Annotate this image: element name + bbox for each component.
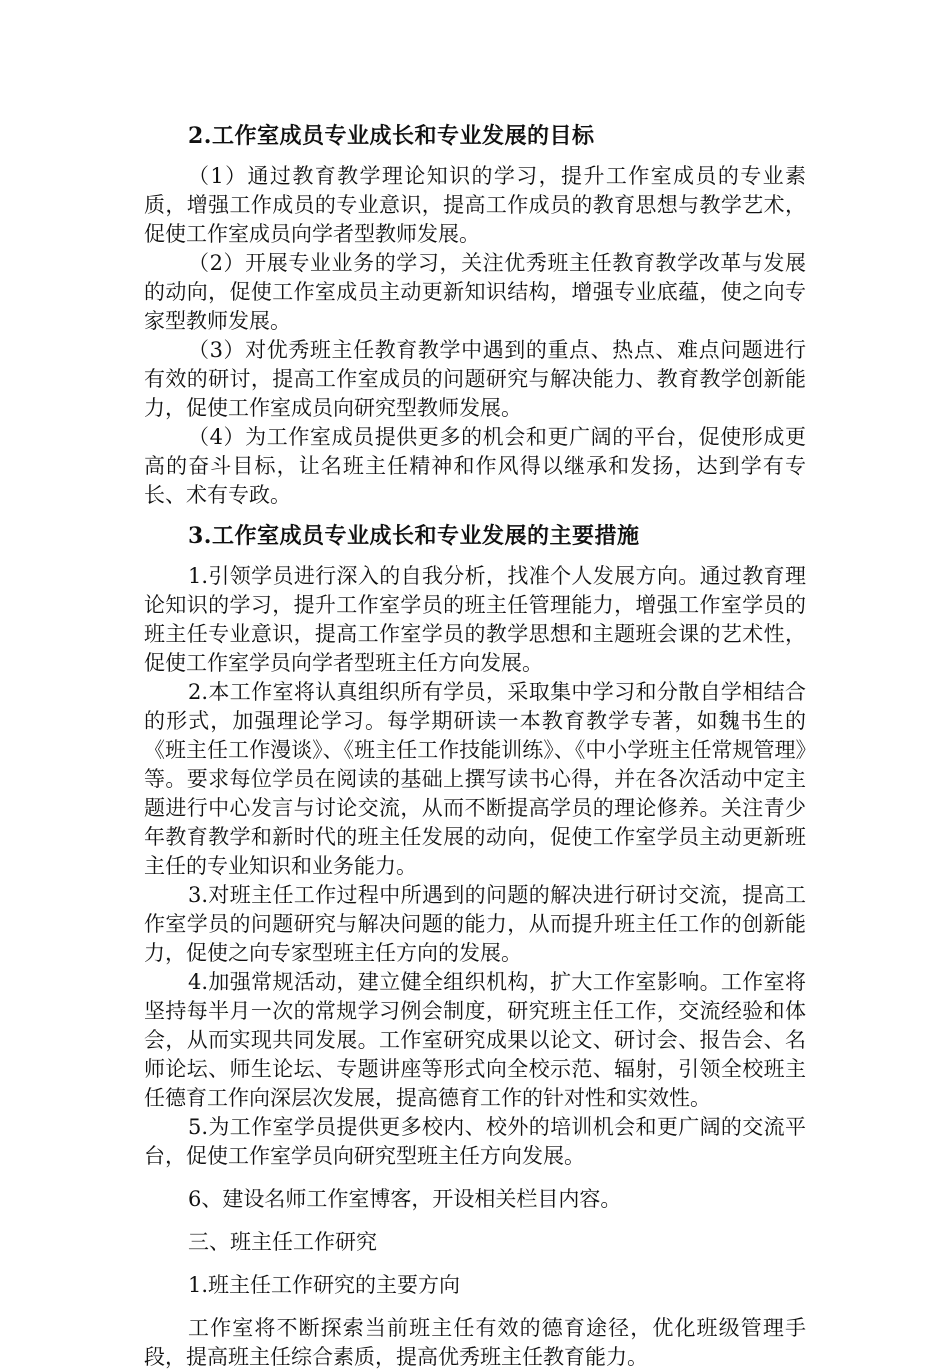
measure-item-6: 6、建设名师工作室博客，开设相关栏目内容。 bbox=[188, 1187, 622, 1211]
direction-text: 工作室将不断探索当前班主任有效的德育途径，优化班级管理手段，提高班主任综合素质，提高优秀班主任教育能力。 bbox=[144, 1316, 806, 1369]
measure-item-3: 3.对班主任工作过程中所遇到的问题的解决进行研讨交流，提高工作室学员的问题研究与解决问题的能力，从而提升班主任工作的创新能力，促使之向专家型班主任方向的发展。 bbox=[144, 883, 806, 965]
goal-item-2: （2）开展专业业务的学习，关注优秀班主任教育教学改革与发展的动向，促使工作室成员主动更新知识结构，增强专业底蕴，使之向专家型教师发展。 bbox=[144, 251, 806, 333]
part-heading-research: 三、班主任工作研究 bbox=[188, 1230, 377, 1254]
measure-item-4: 4.加强常规活动，建立健全组织机构，扩大工作室影响。工作室将坚持每半月一次的常规学习例会制度，研究班主任工作，交流经验和体会，从而实现共同发展。工作室研究成果以论文、研讨会、报告会、名师论坛、师生论坛、专题讲座等形式向全校示范、辐射，引领全校班主任德育工作向深层次发展，提高德育工作的针对性和实效性。 bbox=[144, 970, 806, 1110]
measure-item-1: 1.引领学员进行深入的自我分析，找准个人发展方向。通过教育理论知识的学习，提升工作室学员的班主任管理能力，增强工作室学员的班主任专业意识，提高工作室学员的教学思想和主题班会课的艺术性，促使工作室学员向学者型班主任方向发展。 bbox=[144, 564, 806, 675]
goal-item-3: （3）对优秀班主任教育教学中遇到的重点、热点、难点问题进行有效的研讨，提高工作室成员的问题研究与解决能力、教育教学创新能力，促使工作室成员向研究型教师发展。 bbox=[144, 338, 806, 420]
subsection-heading-direction: 1.班主任工作研究的主要方向 bbox=[188, 1273, 461, 1297]
measure-item-5: 5.为工作室学员提供更多校内、校外的培训机会和更广阔的交流平台，促使工作室学员向研究型班主任方向发展。 bbox=[144, 1115, 806, 1168]
goal-item-1: （1）通过教育教学理论知识的学习，提升工作室成员的专业素质，增强工作成员的专业意识，提高工作成员的教育思想与教学艺术，促使工作室成员向学者型教师发展。 bbox=[144, 164, 806, 246]
section-heading-measures: 3.工作室成员专业成长和专业发展的主要措施 bbox=[188, 523, 640, 549]
section-heading-goals: 2.工作室成员专业成长和专业发展的目标 bbox=[188, 123, 595, 149]
goal-item-4: （4）为工作室成员提供更多的机会和更广阔的平台，促使形成更高的奋斗目标，让名班主任精神和作风得以继承和发扬，达到学有专长、术有专政。 bbox=[144, 425, 806, 507]
measure-item-2: 2.本工作室将认真组织所有学员，采取集中学习和分散自学相结合的形式，加强理论学习。每学期研读一本教育教学专著，如魏书生的《班主任工作漫谈》、《班主任工作技能训练》、《中小学班主任常规管理》等。要求每位学员在阅读的基础上撰写读书心得，并在各次活动中定主题进行中心发言与讨论交流，从而不断提高学员的理论修养。关注青少年教育教学和新时代的班主任发展的动向，促使工作室学员主动更新班主任的专业知识和业务能力。 bbox=[144, 680, 806, 878]
